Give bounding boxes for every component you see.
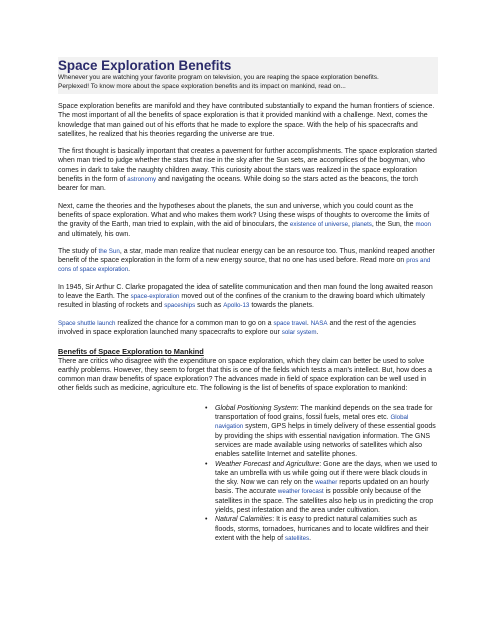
link-planets[interactable]: planets bbox=[351, 221, 372, 229]
paragraph-7: There are critics who disagree with the expenditure on space exploration, which they claim can better be used to solve earthly problems. However, they seem to forget that this is one of the fields which tests a man's intellect. But, how does a common man draw benefits of space exploration? The advances made in field of space exploration can be well used in other fields such as medicine, agriculture etc. The following is the list of benefits of space exploration to mankind: bbox=[58, 357, 433, 393]
benefits-list bbox=[205, 404, 438, 543]
bullet-icon: • bbox=[205, 460, 208, 468]
link-space-exploration[interactable]: space-exploration bbox=[130, 293, 180, 301]
list-item: • Weather Forecast and Agriculture: Gone are the days, when we used to take an umbrella with us while going out if there were black clouds in the sky. Now we can rely on the weather reports updated on an hourly basis. The accurate weather forecast is possible only because of the satellites in the space. The satellites also help us in predicting the crop yields, pest infestation and the area under cultivation. bbox=[205, 460, 438, 514]
link-space-travel[interactable]: space travel bbox=[273, 319, 307, 327]
list-item: • Natural Calamities: It is easy to predict natural calamities such as floods, storms, tornadoes, hurricanes and to locate wildfires and their extent with the help of satellites. bbox=[205, 516, 429, 542]
link-weather-forecast[interactable]: weather forecast bbox=[277, 488, 324, 496]
article-header bbox=[58, 57, 438, 94]
intro-line-2: Perplexed! To know more about the space exploration benefits and its impact on mankind, read on... bbox=[58, 83, 346, 90]
list-term: Natural Calamities bbox=[215, 516, 273, 524]
list-term: Global Positioning System bbox=[215, 404, 297, 412]
paragraph-5: In 1945, Sir Arthur C. Clarke propagated the idea of satellite communication and then man found the long awaited reason to leave the Earth. The space-exploration moved out of the confines of the cranium to the drawing board which ultimately resulted in blasting of rockets and spaceships such as Apollo-13 towards the planets. bbox=[58, 283, 433, 310]
link-space-shuttle-launch[interactable]: Space shuttle launch bbox=[58, 319, 116, 327]
link-global-navigation[interactable]: Global navigation bbox=[215, 414, 409, 431]
link-weather[interactable]: weather bbox=[315, 479, 338, 487]
link-nasa[interactable]: NASA bbox=[310, 319, 328, 327]
paragraph-6: Space shuttle launch realized the chance for a common man to go on a space travel. NASA and the rest of the agencies involved in space exploration launched many spacecrafts to explore our solar system. bbox=[58, 319, 416, 336]
list-term: Weather Forecast and Agriculture bbox=[215, 460, 320, 468]
page-title: Space Exploration Benefits bbox=[58, 58, 232, 73]
link-existence-of-universe[interactable]: existence of universe bbox=[289, 221, 349, 229]
list-item: • Global Positioning System: The mankind depends on the sea trade for transportation of food grains, fossil fuels, metal ores etc. Global navigation system, GPS helps in timely delivery of these essential goods by providing the ships with essential navigation information. The GNS services are made available using networks of satellites which also enables satellite Internet and satellite phones. bbox=[205, 404, 436, 459]
paragraph-4: The study of the Sun, a star, made man realize that nuclear energy can be an resource too. Thus, mankind reaped another benefit of the space exploration in the form of a new energy source, that no one has used before. Read more on pros and cons of space exploration. bbox=[58, 247, 435, 274]
link-apollo-13[interactable]: Apollo-13 bbox=[223, 302, 250, 310]
link-astronomy[interactable]: astronomy bbox=[127, 176, 157, 184]
paragraph-1: Space exploration benefits are manifold and they have contributed substantially to expand the human frontiers of science. The most important of all the benefits of space exploration is that it provided mankind with a challenge. Next, comes the knowledge that man gained out of his efforts that he made to explore the space. With the help of his spacecrafts and satellites, he realized that his theories regarding the universe are true. bbox=[58, 103, 435, 138]
link-pros-and-cons[interactable]: pros and cons of space exploration bbox=[58, 257, 431, 274]
link-moon[interactable]: moon bbox=[415, 221, 431, 229]
paragraph-2: The first thought is basically important that creates a pavement for further accomplishments. The space exploration started when man tried to judge whether the stars that rise in the sky after the Sun sets, are accomplices of the bogyman, who comes in dark to take the naughty children away. This curiosity about the stars was realized in the space exploration benefits in the form of astronomy and navigating the oceans. While doing so the stars acted as the beacons, the torch bearer for man. bbox=[58, 148, 437, 193]
paragraph-3: Next, came the theories and the hypotheses about the planets, the sun and universe, which you could count as the benefits of space exploration. What and who makes them work? Using these wisps of thoughts to overcome the limits of the gravity of the Earth, man tried to explain, with the aid of binoculars, the existence of universe, planets, the Sun, the moon and ultimately, his own. bbox=[58, 202, 431, 238]
intro-line-1: Whenever you are watching your favorite program on television, you are reaping the space exploration benefits. bbox=[58, 74, 379, 81]
link-the-sun[interactable]: the Sun bbox=[98, 247, 120, 255]
link-solar-system[interactable]: solar system bbox=[281, 328, 317, 336]
section-heading: Benefits of Space Exploration to Mankind bbox=[58, 347, 204, 357]
link-satellites[interactable]: satellites bbox=[285, 534, 310, 542]
article bbox=[58, 57, 438, 543]
bullet-icon: • bbox=[205, 404, 208, 412]
bullet-icon: • bbox=[205, 516, 208, 524]
link-spaceships[interactable]: spaceships bbox=[164, 302, 196, 310]
